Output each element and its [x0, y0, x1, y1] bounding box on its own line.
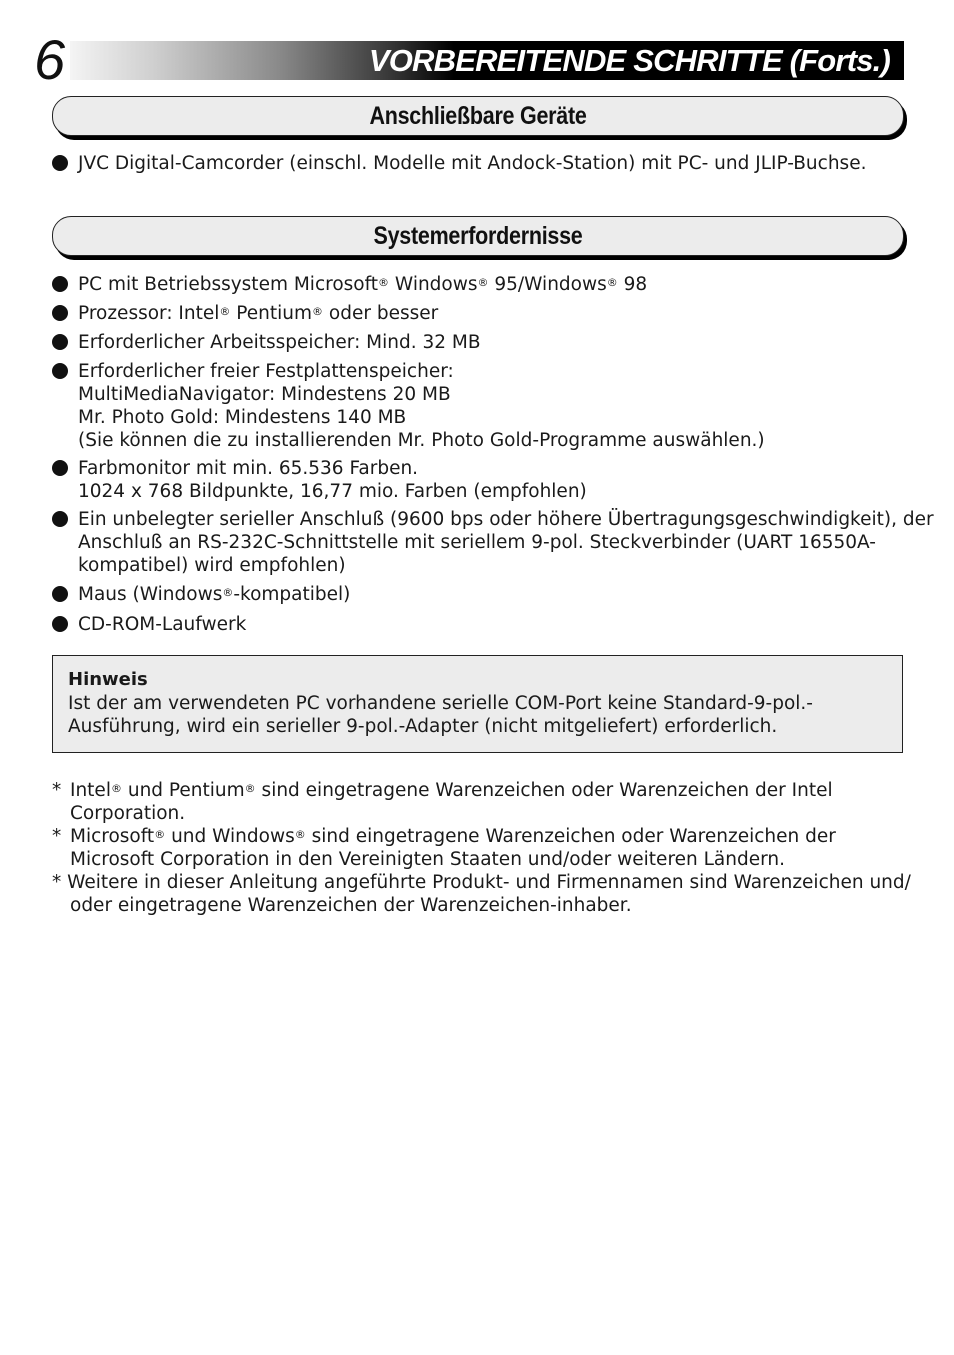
footnote-marker: *: [52, 872, 62, 893]
list-item: JVC Digital-Camcorder (einschl. Modelle mit Andock-Station) mit PC- und JLIP-Buchse.: [52, 152, 912, 175]
requirements-list: [52, 273, 934, 636]
rich-line: Intel® und Pentium® sind eingetragene Warenzeichen oder Warenzeichen der Intel: [70, 780, 833, 801]
header-bar: [70, 41, 904, 80]
list-item: Farbmonitor mit min. 65.536 Farben. 1024 x 768 Bildpunkte, 16,77 mio. Farben (empfohlen): [52, 457, 912, 503]
note-box: [52, 655, 903, 753]
footnote: * Intel® und Pentium® sind eingetragene Warenzeichen oder Warenzeichen der Intel Corporation.: [52, 779, 912, 825]
list-item: Erforderlicher Arbeitsspeicher: Mind. 32 MB: [52, 331, 912, 354]
bullet-icon: [52, 616, 68, 632]
section-heading-requirements: [52, 216, 904, 256]
rich-line: Maus (Windows®-kompatibel): [78, 584, 351, 605]
devices-list: [52, 152, 912, 175]
list-item: [52, 273, 912, 296]
footnote: * Weitere in dieser Anleitung angeführte Produkt- und Firmennamen sind Warenzeichen und/ oder eingetragene Warenzeichen der Warenzeichen-inhaber.: [52, 872, 911, 916]
list-item: CD-ROM-Laufwerk: [52, 613, 912, 636]
section-title: Systemerfordernisse: [373, 222, 583, 250]
bullet-icon: [52, 276, 68, 292]
bullet-icon: [52, 511, 68, 527]
section-title: Anschließbare Geräte: [369, 102, 587, 130]
rich-line: PC mit Betriebssystem Microsoft® Windows® 95/Windows® 98: [78, 274, 648, 295]
footnote-marker: *: [52, 826, 62, 847]
bullet-icon: [52, 460, 68, 476]
note-text: Ist der am verwendeten PC vorhandene serielle COM-Port keine Standard-9-pol.- Ausführung, wird ein serieller 9-pol.-Adapter (nicht mitgeliefert) erforderlich.: [68, 693, 813, 737]
bullet-icon: [52, 363, 68, 379]
footnote: * Microsoft® und Windows® sind eingetragene Warenzeichen oder Warenzeichen der Microsoft Corporation in den Vereinigten Staaten und/oder weiteren Ländern.: [52, 825, 912, 871]
page-number: 6: [34, 28, 66, 91]
rich-line: Prozessor: Intel® Pentium® oder besser: [78, 303, 439, 324]
bullet-icon: [52, 155, 68, 171]
rich-line: Microsoft® und Windows® sind eingetragene Warenzeichen oder Warenzeichen der: [70, 826, 836, 847]
footnote-marker: *: [52, 780, 62, 801]
list-item: Erforderlicher freier Festplattenspeicher: MultiMediaNavigator: Mindestens 20 MB Mr. Photo Gold: Mindestens 140 MB (Sie können die zu installierenden Mr. Photo Gold-Programme auswählen.): [52, 360, 912, 452]
list-item: [52, 302, 912, 325]
page-title: VORBEREITENDE SCHRITTE (Forts.): [368, 43, 890, 78]
footnotes: [52, 779, 912, 917]
bullet-icon: [52, 586, 68, 602]
bullet-icon: [52, 334, 68, 350]
section-heading-devices: [52, 96, 904, 136]
list-item: Ein unbelegter serieller Anschluß (9600 bps oder höhere Übertragungsgeschwindigkeit), der Anschluß an RS-232C-Schnittstelle mit seriellem 9-pol. Steckverbinder (UART 16550A- kompatibel) wird empfohlen): [52, 508, 912, 577]
bullet-icon: [52, 305, 68, 321]
note-title: Hinweis: [68, 669, 148, 690]
list-item: [52, 583, 912, 606]
